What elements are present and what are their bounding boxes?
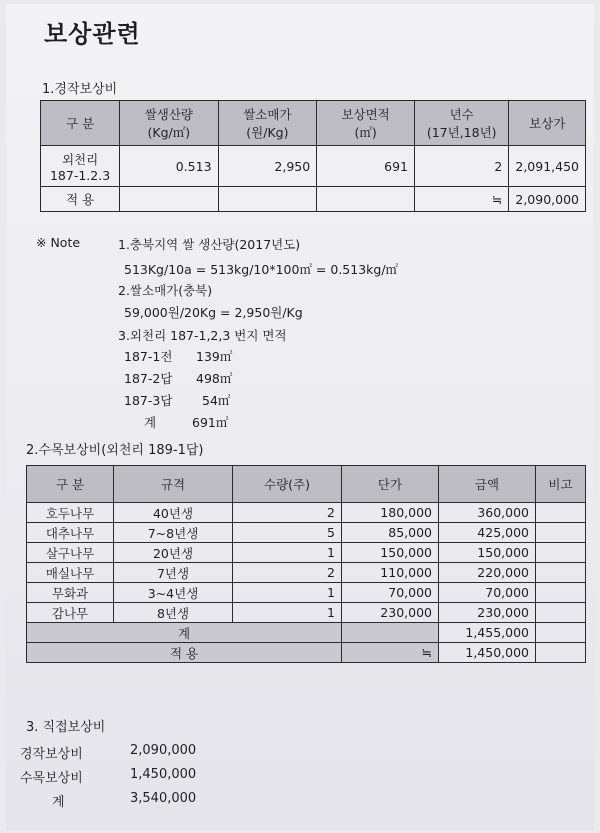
remarks-cell (536, 523, 586, 543)
applied-label: 적 용 (27, 643, 342, 663)
header-cell: 보상면적 (㎡) (317, 101, 415, 146)
summary-value: 3,540,000 (130, 791, 197, 806)
tree-spec: 7년생 (114, 563, 233, 583)
summary-label: 수목보상비 (20, 771, 83, 786)
tree-name: 호두나무 (27, 503, 114, 523)
approx-symbol: ≒ (342, 643, 439, 663)
applied-row (41, 187, 586, 212)
tree-amount: 220,000 (439, 563, 536, 583)
approx-symbol: ≒ (414, 187, 508, 212)
parcel-value: 54㎡ (202, 393, 231, 408)
note-line: 2.쌀소매가(충북) (118, 283, 213, 298)
table-row (41, 146, 586, 187)
tree-spec: 20년생 (114, 543, 233, 563)
parcel-value: 498㎡ (196, 371, 233, 386)
tree-unit-price: 70,000 (342, 583, 439, 603)
tree-spec: 7~8년생 (114, 523, 233, 543)
header-cell: 단가 (342, 466, 439, 503)
tree-qty: 2 (233, 563, 342, 583)
table-header-row (27, 466, 586, 503)
note-line: 513Kg/10a = 513kg/10*100㎡ = 0.513kg/㎡ (124, 262, 399, 277)
tree-name: 감나무 (27, 603, 114, 623)
header-cell: 년수 (17년,18년) (414, 101, 508, 146)
header-cell: 규격 (114, 466, 233, 503)
tree-qty: 2 (233, 503, 342, 523)
amount-cell: 2,091,450 (509, 146, 586, 187)
table-row (27, 583, 586, 603)
header-cell: 비고 (536, 466, 586, 503)
cultivation-compensation-table (40, 100, 586, 212)
applied-amount: 1,450,000 (439, 643, 536, 663)
header-cell: 보상가 (509, 101, 586, 146)
header-cell: 수량(주) (233, 466, 342, 503)
applied-row (27, 643, 586, 663)
section2-heading: 2.수목보상비(외천리 189-1답) (26, 443, 204, 458)
tree-name: 살구나무 (27, 543, 114, 563)
document-page (6, 4, 594, 830)
summary-label: 계 (52, 795, 65, 810)
remarks-cell (536, 503, 586, 523)
parcel-label: 187-2답 (124, 371, 173, 386)
parcel-label: 187-1전 (124, 349, 173, 364)
parcel-label: 계 (144, 415, 157, 430)
tree-qty: 1 (233, 543, 342, 563)
tree-unit-price: 150,000 (342, 543, 439, 563)
area-cell: 691 (317, 146, 415, 187)
header-cell: 금액 (439, 466, 536, 503)
remarks-cell (536, 563, 586, 583)
tree-spec: 8년생 (114, 603, 233, 623)
table-row (27, 563, 586, 583)
tree-amount: 150,000 (439, 543, 536, 563)
tree-unit-price: 85,000 (342, 523, 439, 543)
remarks-cell (536, 603, 586, 623)
tree-unit-price: 230,000 (342, 603, 439, 623)
table-row (27, 603, 586, 623)
page-title: 보상관련 (44, 20, 141, 48)
header-cell: 구 분 (27, 466, 114, 503)
price-cell: 2,950 (218, 146, 317, 187)
note-label: ※ Note (36, 235, 81, 250)
note-line: 1.충북지역 쌀 생산량(2017년도) (118, 237, 301, 252)
table-header-row (41, 101, 586, 146)
total-row (27, 623, 586, 643)
tree-unit-price: 110,000 (342, 563, 439, 583)
total-amount: 1,455,000 (439, 623, 536, 643)
summary-value: 2,090,000 (130, 743, 197, 758)
table-row (27, 503, 586, 523)
tree-name: 대추나무 (27, 523, 114, 543)
header-cell: 쌀소매가 (원/Kg) (218, 101, 317, 146)
tree-qty: 1 (233, 603, 342, 623)
tree-spec: 3~4년생 (114, 583, 233, 603)
tree-name: 무화과 (27, 583, 114, 603)
summary-value: 1,450,000 (130, 767, 197, 782)
total-label: 계 (27, 623, 342, 643)
section1-heading: 1.경작보상비 (42, 82, 118, 97)
tree-name: 매실나무 (27, 563, 114, 583)
tree-amount: 70,000 (439, 583, 536, 603)
tree-compensation-table (26, 465, 586, 663)
yield-cell: 0.513 (120, 146, 218, 187)
header-cell: 쌀생산량 (Kg/㎡) (120, 101, 218, 146)
parcel-label: 187-3답 (124, 393, 173, 408)
table-row (27, 523, 586, 543)
parcel-value: 139㎡ (196, 349, 233, 364)
tree-amount: 230,000 (439, 603, 536, 623)
tree-qty: 5 (233, 523, 342, 543)
years-cell: 2 (414, 146, 508, 187)
section3-heading: 3. 직접보상비 (26, 720, 106, 735)
tree-qty: 1 (233, 583, 342, 603)
parcel-value: 691㎡ (192, 415, 229, 430)
applied-amount: 2,090,000 (509, 187, 586, 212)
table-row (27, 543, 586, 563)
tree-spec: 40년생 (114, 503, 233, 523)
header-cell: 구 분 (41, 101, 120, 146)
tree-unit-price: 180,000 (342, 503, 439, 523)
note-line: 59,000원/20Kg = 2,950원/Kg (124, 305, 303, 320)
note-line: 3.외천리 187-1,2,3 번지 면적 (118, 328, 287, 343)
row-label: 외천리 187-1.2.3 (41, 146, 120, 187)
applied-label: 적 용 (41, 187, 120, 212)
tree-amount: 360,000 (439, 503, 536, 523)
remarks-cell (536, 543, 586, 563)
summary-label: 경작보상비 (20, 747, 83, 762)
tree-amount: 425,000 (439, 523, 536, 543)
remarks-cell (536, 583, 586, 603)
